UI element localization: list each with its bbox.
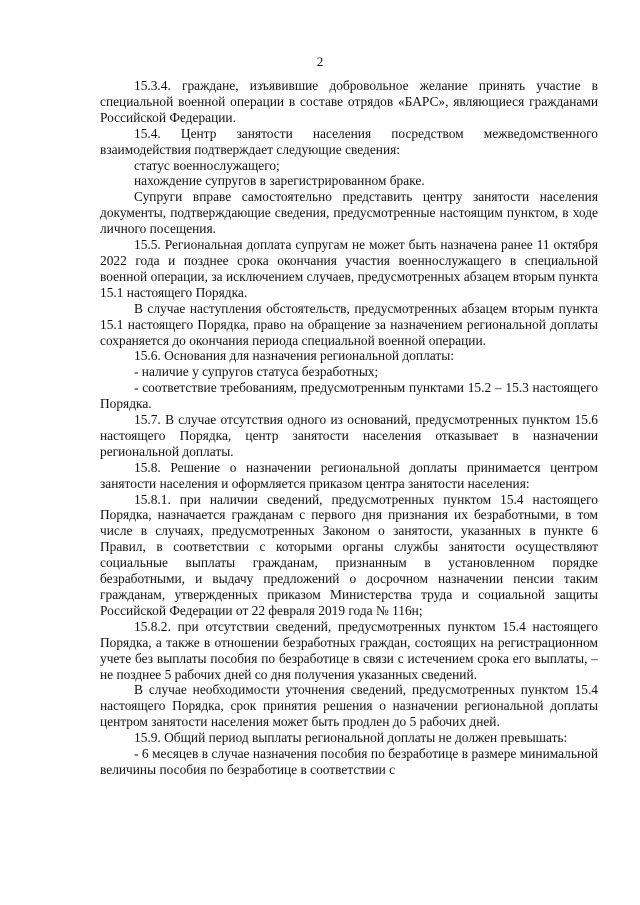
document-body bbox=[100, 78, 598, 778]
paragraph-15-8-2: 15.8.2. при отсутствии сведений, предусмотренных пунктом 15.4 настоящего Порядка, а также в отношении безработных граждан, состоящих на регистрационном учете без выплаты пособия по безработице в связи с истечением срока его выплаты, – не позднее 5 рабочих дней со дня получения указанных сведений. bbox=[100, 618, 598, 682]
paragraph-marriage: нахождение супругов в зарегистрированном браке. bbox=[134, 173, 425, 189]
paragraph-status: статус военнослужащего; bbox=[134, 157, 280, 173]
paragraph-6-months: - 6 месяцев в случае назначения пособия по безработице в размере минимальной величины пособия по безработице в соответствии с bbox=[100, 746, 598, 777]
paragraph-clarification: В случае необходимости уточнения сведений, предусмотренных пунктом 15.4 настоящего Порядка, срок принятия решения о назначении региональной доплаты центром занятости населения может быть продлен до 5 рабочих дней. bbox=[100, 682, 598, 730]
paragraph-circumstances: В случае наступления обстоятельств, предусмотренных абзацем вторым пункта 15.1 настоящего Порядка, право на обращение за назначением региональной доплаты сохраняется до окончания периода специальной военной операции. bbox=[100, 300, 598, 348]
page-number: 2 bbox=[316, 54, 324, 69]
paragraph-15-9: 15.9. Общий период выплаты региональной доплаты не должен превышать: bbox=[134, 730, 568, 746]
paragraph-15-4: 15.4. Центр занятости населения посредством межведомственного взаимодействия подтверждает следующие сведения: bbox=[100, 125, 598, 157]
paragraph-15-7: 15.7. В случае отсутствия одного из оснований, предусмотренных пунктом 15.6 настоящего Порядка, центр занятости населения отказывает в назначении региональной доплаты. bbox=[100, 412, 598, 459]
paragraph-15-8-1: 15.8.1. при наличии сведений, предусмотренных пунктом 15.4 настоящего Порядка, назначается гражданам с первого дня признания их безработными, в том числе в случаях, предусмотренных Законом о занятости, указанных в пункте 6 Правил, в соответствии с которыми органы службы занятости осуществляют социальные выплаты гражданам, признанным в установленном порядке безработными, и выдачу предложений о досрочном назначении пенсии таким гражданам, утвержденных приказом Министерства труда и социальной защиты Российской Федерации от 22 февраля 2019 года № 116н; bbox=[100, 491, 598, 618]
paragraph-15-8: 15.8. Решение о назначении региональной доплаты принимается центром занятости населения и оформляется приказом центра занятости населения: bbox=[100, 459, 598, 491]
paragraph-requirements: - соответствие требованиям, предусмотренным пунктами 15.2 – 15.3 настоящего Порядка. bbox=[100, 380, 598, 412]
paragraph-15-6: 15.6. Основания для назначения региональной доплаты: bbox=[134, 348, 454, 364]
paragraph-15-5: 15.5. Региональная доплата супругам не может быть назначена ранее 11 октября 2022 года и позднее срока окончания участия военнослужащего в специальной военной операции, за исключением случаев, предусмотренных абзацем вторым пункта 15.1 настоящего Порядка. bbox=[100, 237, 598, 300]
paragraph-unemployed-status: - наличие у супругов статуса безработных; bbox=[134, 364, 379, 380]
paragraph-15-3-4: 15.3.4. граждане, изъявившие добровольное желание принять участие в специальной военной операции в составе отрядов «БАРС», являющиеся гражданами Российской Федерации. bbox=[100, 78, 598, 125]
paragraph-spouses-documents: Супруги вправе самостоятельно представить центру занятости населения документы, подтверждающие сведения, предусмотренные настоящим пунктом, в ходе личного посещения. bbox=[100, 189, 598, 237]
